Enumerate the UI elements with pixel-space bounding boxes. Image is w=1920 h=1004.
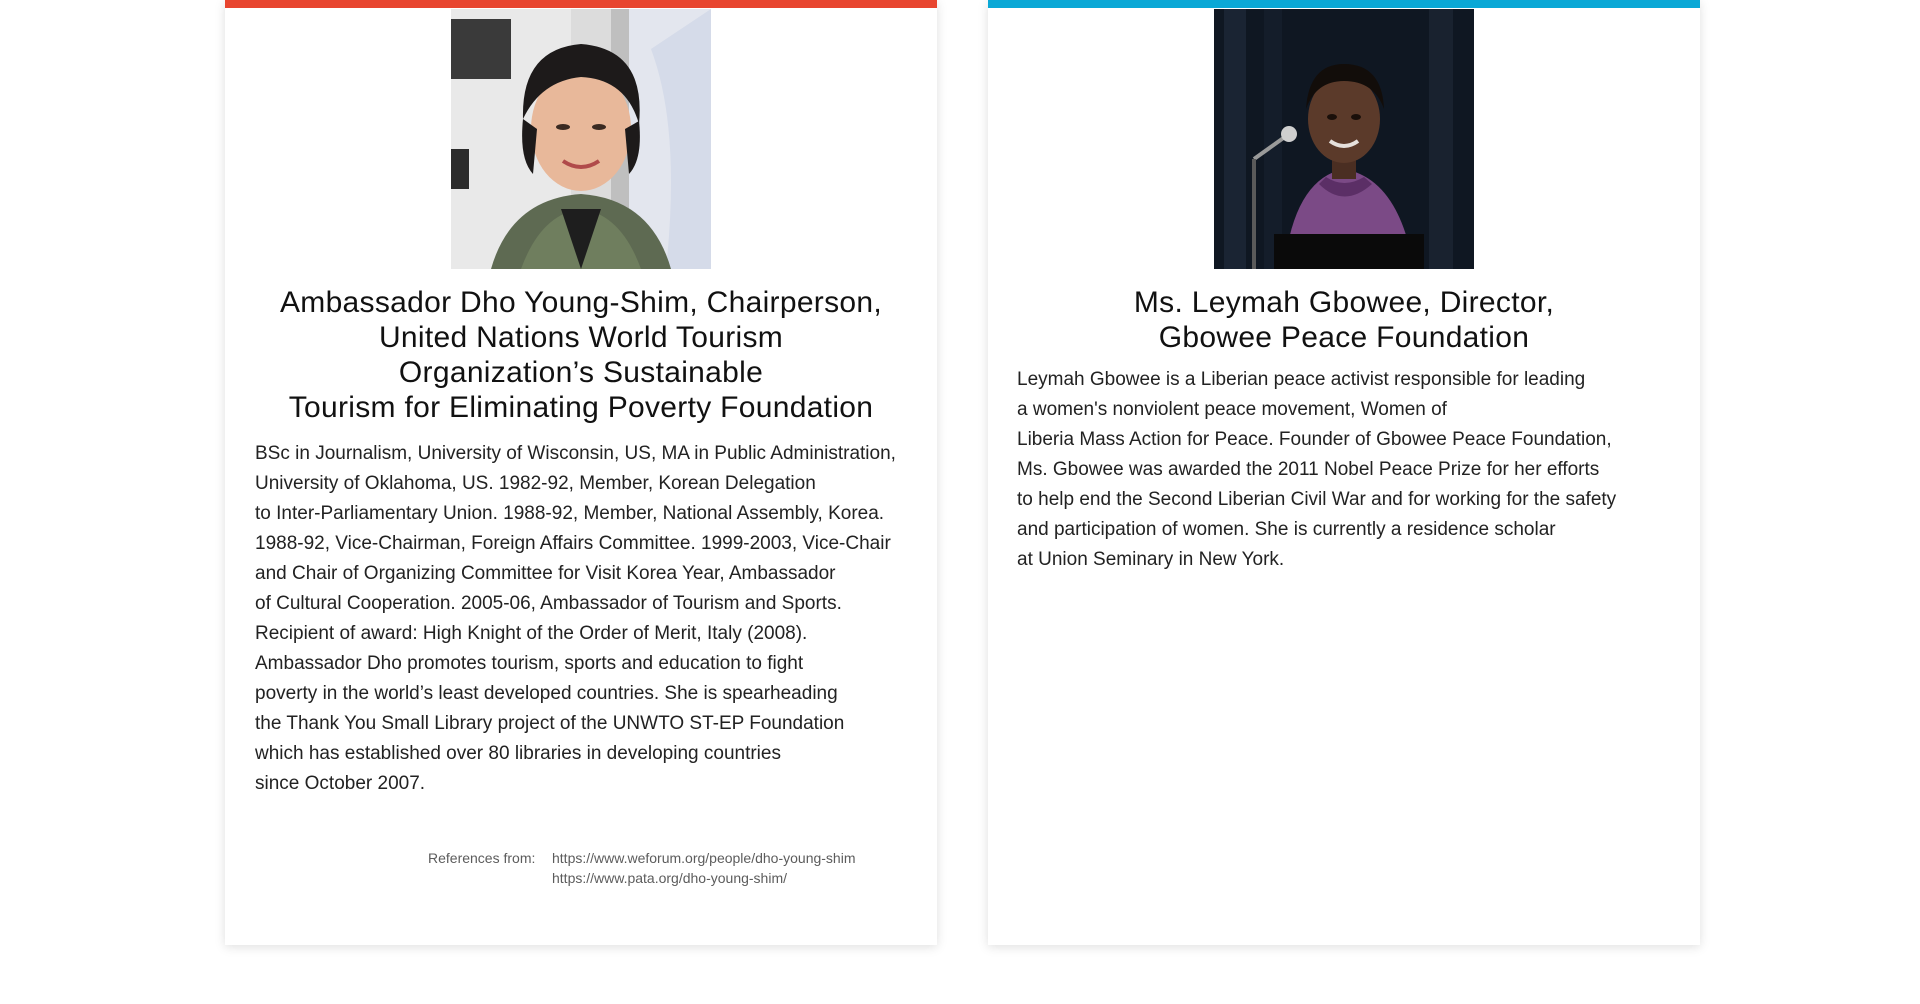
profile-name-gbowee [988, 285, 1700, 355]
references-label: References from: [428, 850, 536, 866]
profile-name-line: Organization’s Sustainable [398, 356, 764, 389]
bio-line: at Union Seminary in New York. [1017, 549, 1285, 570]
references [428, 848, 855, 888]
card-accent-bar [225, 0, 937, 8]
profile-bio-gbowee [988, 365, 1700, 575]
bio-line: a women's nonviolent peace movement, Women of [1017, 399, 1447, 420]
profile-card-gbowee [988, 0, 1700, 945]
profile-photo-gbowee [1214, 9, 1474, 269]
profile-name-line: United Nations World Tourism [378, 321, 784, 354]
bio-line: Leymah Gbowee is a Liberian peace activist responsible for leading [1017, 369, 1586, 390]
profile-name-line: Ms. Leymah Gbowee, Director, [1133, 286, 1555, 319]
bio-line: Recipient of award: High Knight of the Order of Merit, Italy (2008). [255, 623, 808, 644]
bio-line: Ambassador Dho promotes tourism, sports and education to fight [255, 653, 804, 674]
profile-name-dho [225, 285, 937, 425]
bio-line: to Inter-Parliamentary Union. 1988-92, Member, National Assembly, Korea. [255, 503, 885, 524]
bio-line: poverty in the world’s least developed countries. She is spearheading [255, 683, 838, 704]
bio-line: to help end the Second Liberian Civil War and for working for the safety [1017, 489, 1617, 510]
bio-line: which has established over 80 libraries in developing countries [255, 743, 781, 764]
bio-line: BSc in Journalism, University of Wisconsin, US, MA in Public Administration, [255, 443, 896, 464]
profile-name-line: Ambassador Dho Young-Shim, Chairperson, [279, 286, 883, 319]
profile-name-line: Gbowee Peace Foundation [1158, 321, 1530, 354]
bio-line: 1988-92, Vice-Chairman, Foreign Affairs Committee. 1999-2003, Vice-Chair [255, 533, 891, 554]
reference-link[interactable]: https://www.pata.org/dho-young-shim/ [552, 870, 788, 886]
profile-photo-dho [451, 9, 711, 269]
bio-line: of Cultural Cooperation. 2005-06, Ambassador of Tourism and Sports. [255, 593, 842, 614]
bio-line: Ms. Gbowee was awarded the 2011 Nobel Peace Prize for her efforts [1017, 459, 1600, 480]
bio-line: University of Oklahoma, US. 1982-92, Member, Korean Delegation [255, 473, 816, 494]
bio-line: the Thank You Small Library project of the UNWTO ST-EP Foundation [255, 713, 845, 734]
bio-line: and participation of women. She is currently a residence scholar [1017, 519, 1556, 540]
profile-name-line: Tourism for Eliminating Poverty Foundation [288, 391, 874, 424]
profile-card-dho [225, 0, 937, 945]
profile-bio-dho [225, 439, 937, 799]
bio-line: Liberia Mass Action for Peace. Founder of Gbowee Peace Foundation, [1017, 429, 1612, 450]
bio-line: and Chair of Organizing Committee for Visit Korea Year, Ambassador [255, 563, 836, 584]
reference-link[interactable]: https://www.weforum.org/people/dho-young-shim [552, 850, 856, 866]
bio-line: since October 2007. [255, 773, 426, 794]
card-accent-bar [988, 0, 1700, 8]
